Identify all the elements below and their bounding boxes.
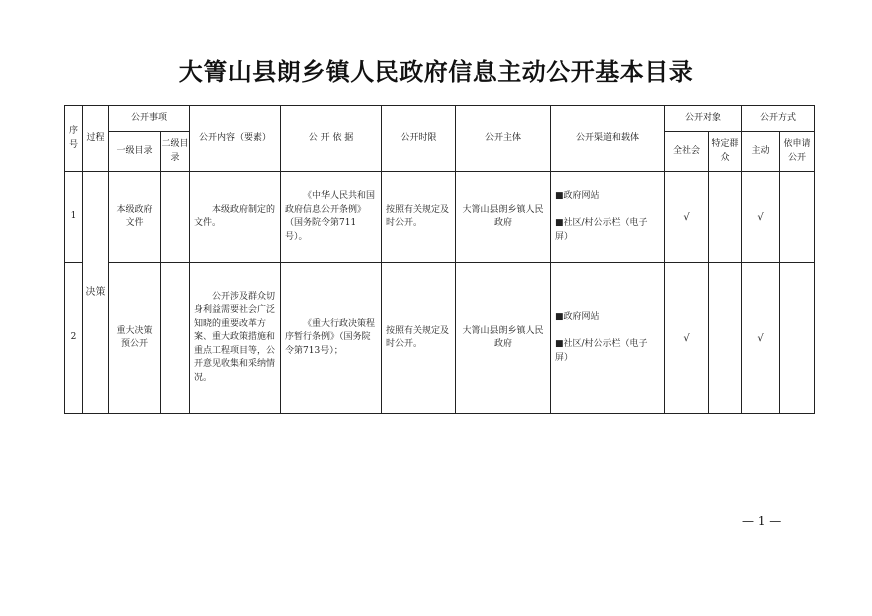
- header-channel: 公开渠道和载体: [551, 106, 665, 172]
- cell-basis: 《中华人民共和国政府信息公开条例》（国务院令第711号）。: [281, 172, 382, 263]
- page-number: — 1 —: [742, 514, 782, 528]
- table-row: [65, 263, 815, 414]
- cell-content: 公开涉及群众切身利益需要社会广泛知晓的重要改革方案、重大政策措施和重点工程项目等，公开意见收集和采纳情况。: [190, 263, 281, 414]
- page-title: 大箐山县朗乡镇人民政府信息主动公开基本目录: [178, 58, 694, 86]
- cell-time-limit: 按照有关规定及时公开。: [382, 263, 456, 414]
- header-active: 主动: [742, 132, 780, 172]
- cell-on-request: [780, 172, 815, 263]
- header-society: 全社会: [665, 132, 709, 172]
- disclosure-catalog-table: [64, 105, 815, 414]
- header-seq: 序号: [65, 106, 83, 172]
- channel-bulletin: ■社区/村公示栏（电子屏）: [555, 218, 648, 242]
- cell-level1: 本级政府文件: [109, 172, 161, 263]
- header-level2: 二级目录: [161, 132, 190, 172]
- cell-active: √: [742, 263, 780, 414]
- cell-subject: 大箐山县朗乡镇人民政府: [456, 263, 551, 414]
- cell-time-limit: 按照有关规定及时公开。: [382, 172, 456, 263]
- cell-specific: [709, 172, 742, 263]
- cell-process: 决策: [83, 172, 109, 414]
- table-row: [65, 172, 815, 263]
- header-on-request: 依申请公开: [780, 132, 815, 172]
- header-specific: 特定群众: [709, 132, 742, 172]
- channel-bulletin: ■社区/村公示栏（电子屏）: [555, 339, 648, 363]
- cell-content: 本级政府制定的文件。: [190, 172, 281, 263]
- cell-society: √: [665, 172, 709, 263]
- header-level1: 一级目录: [109, 132, 161, 172]
- cell-level1: 重大决策预公开: [109, 263, 161, 414]
- cell-seq: 2: [65, 263, 83, 414]
- cell-active: √: [742, 172, 780, 263]
- header-content: 公开内容（要素）: [190, 106, 281, 172]
- header-process: 过程: [83, 106, 109, 172]
- cell-society: √: [665, 263, 709, 414]
- header-basis: 公 开 依 据: [281, 106, 382, 172]
- cell-seq: 1: [65, 172, 83, 263]
- header-items-group: 公开事项: [109, 106, 190, 132]
- channel-website: ■政府网站: [555, 190, 600, 201]
- cell-channel: [551, 263, 665, 414]
- channel-website: ■政府网站: [555, 311, 600, 322]
- header-time-limit: 公开时限: [382, 106, 456, 172]
- cell-on-request: [780, 263, 815, 414]
- cell-basis: 《重大行政决策程序暂行条例》（国务院令第713号）；: [281, 263, 382, 414]
- cell-level2: [161, 172, 190, 263]
- header-method-group: 公开方式: [742, 106, 815, 132]
- header-target-group: 公开对象: [665, 106, 742, 132]
- header-subject: 公开主体: [456, 106, 551, 172]
- cell-channel: [551, 172, 665, 263]
- cell-specific: [709, 263, 742, 414]
- cell-subject: 大箐山县朗乡镇人民政府: [456, 172, 551, 263]
- cell-level2: [161, 263, 190, 414]
